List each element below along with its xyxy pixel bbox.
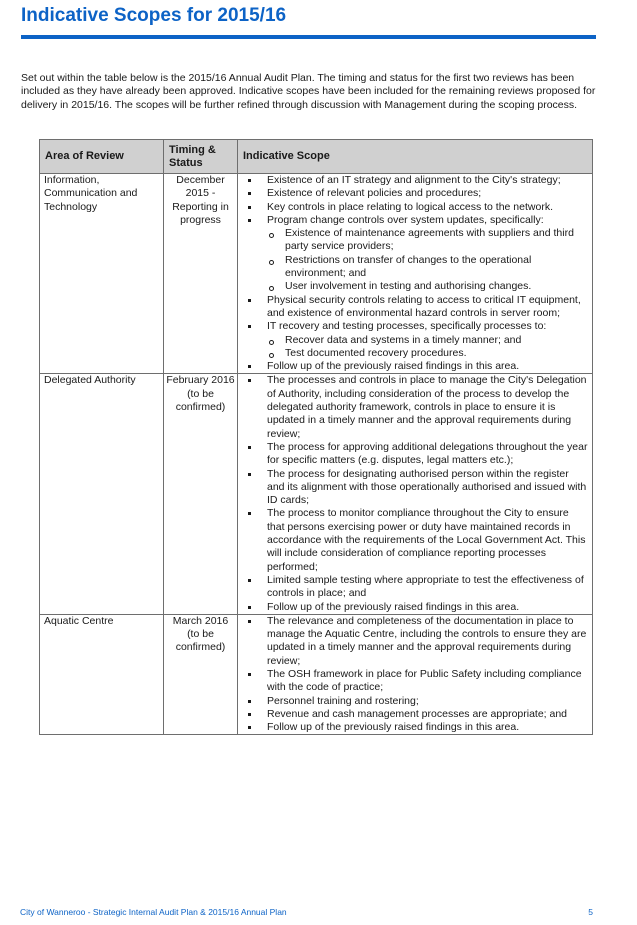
area-cell: Aquatic Centre [40,614,164,735]
header-area: Area of Review [40,140,164,174]
scope-subitem: Existence of maintenance agreements with suppliers and third party service providers; [267,227,588,254]
table-row [40,174,593,374]
scope-cell [238,374,593,614]
scope-subitem: Test documented recovery procedures. [267,347,588,360]
table-row [40,614,593,735]
scope-subitem: User involvement in testing and authorising changes. [267,280,588,293]
scope-item [242,441,588,468]
area-cell: Delegated Authority [40,374,164,614]
scope-item-text: Existence of an IT strategy and alignment to the City's strategy; [267,174,561,186]
scope-item-text: Physical security controls relating to access to critical IT equipment, and existence of environmental hazard controls in server room; [267,293,581,319]
scope-sublist [267,334,588,361]
scope-item-text: Revenue and cash management processes are appropriate; and [267,707,568,720]
scope-item [242,187,588,200]
scope-list [242,374,588,613]
scope-item-text: The process to monitor compliance throughout the City to ensure that persons exercising power or duty have maintained records in accordance with the requirements of the Local Government Act. This will include consideration of compliance reporting processes performed; [267,507,586,573]
timing-cell: December 2015 - Reporting in progress [164,174,238,374]
scope-item [242,201,588,214]
scope-item [242,294,588,321]
scope-list [242,615,588,735]
table-header-row [40,140,593,174]
scope-item [242,695,588,708]
scope-item [242,468,588,508]
scope-item [242,721,588,734]
scope-sublist [267,227,588,293]
timing-cell: March 2016 (to be confirmed) [164,614,238,735]
audit-plan-table [39,139,593,735]
footer-page-number: 5 [588,907,593,917]
title-rule [21,35,596,39]
scope-item-text: Follow up of the previously raised findings in this area. [267,360,520,373]
scope-item [242,668,588,695]
timing-cell: February 2016 (to be confirmed) [164,374,238,614]
header-timing: Timing & Status [164,140,238,174]
scope-cell [238,614,593,735]
scope-item-text: The OSH framework in place for Public Safety including compliance with the code of practice; [267,667,582,694]
table-body [40,174,593,735]
scope-item [242,360,588,373]
header-scope: Indicative Scope [238,140,593,174]
scope-item-text: The processes and controls in place to manage the City's Delegation of Authority, including consideration of the process to develop the delegated authority framework, controls in place to ensure it is updated in a timely manner and the approval requirements during review; [267,374,587,440]
scope-item-text: Follow up of the previously raised findings in this area. [267,721,520,734]
scope-item-text: Limited sample testing where appropriate to test the effectiveness of controls in place; and [267,573,584,600]
scope-item [242,507,588,573]
table-row [40,374,593,614]
scope-item [242,708,588,721]
scope-item [242,374,588,440]
intro-paragraph: Set out within the table below is the 2015/16 Annual Audit Plan. The timing and status for the first two reviews has been included as they have already been approved. Indicative scopes have been included for the remaining reviews proposed for delivery in 2015/16. The scopes will be further refined through discussion with Management during the scoping process. [21,72,596,111]
scope-item [242,214,588,294]
scope-item-text: Existence of relevant policies and procedures; [267,187,482,200]
scope-item-text: Program change controls over system updates, specifically: [267,213,544,226]
scope-cell [238,174,593,374]
scope-item-text: Key controls in place relating to logical access to the network. [267,200,553,213]
footer-document-title: City of Wanneroo - Strategic Internal Audit Plan & 2015/16 Annual Plan [20,907,287,917]
scope-item [242,174,588,187]
page-title: Indicative Scopes for 2015/16 [21,5,287,26]
scope-item [242,615,588,668]
scope-subitem: Recover data and systems in a timely manner; and [267,334,588,347]
area-cell: Information, Communication and Technology [40,174,164,374]
scope-item-text: The relevance and completeness of the documentation in place to manage the Aquatic Centre, including the controls to ensure they are updated in a timely manner and the approval requirements during review; [267,614,587,667]
scope-item [242,601,588,614]
scope-item-text: The process for designating authorised person within the register and its alignment with those operationally authorised and issued with ID cards; [267,467,587,507]
scope-item-text: The process for approving additional delegations throughout the year for specific matters (e.g. disputes, legal matters etc.); [267,440,588,467]
scope-item [242,320,588,360]
scope-list [242,174,588,373]
scope-subitem: Restrictions on transfer of changes to the operational environment; and [267,254,588,281]
scope-item [242,574,588,601]
scope-item-text: IT recovery and testing processes, specifically processes to: [267,320,547,333]
scope-item-text: Personnel training and rostering; [267,694,419,707]
scope-item-text: Follow up of the previously raised findings in this area. [267,600,520,613]
